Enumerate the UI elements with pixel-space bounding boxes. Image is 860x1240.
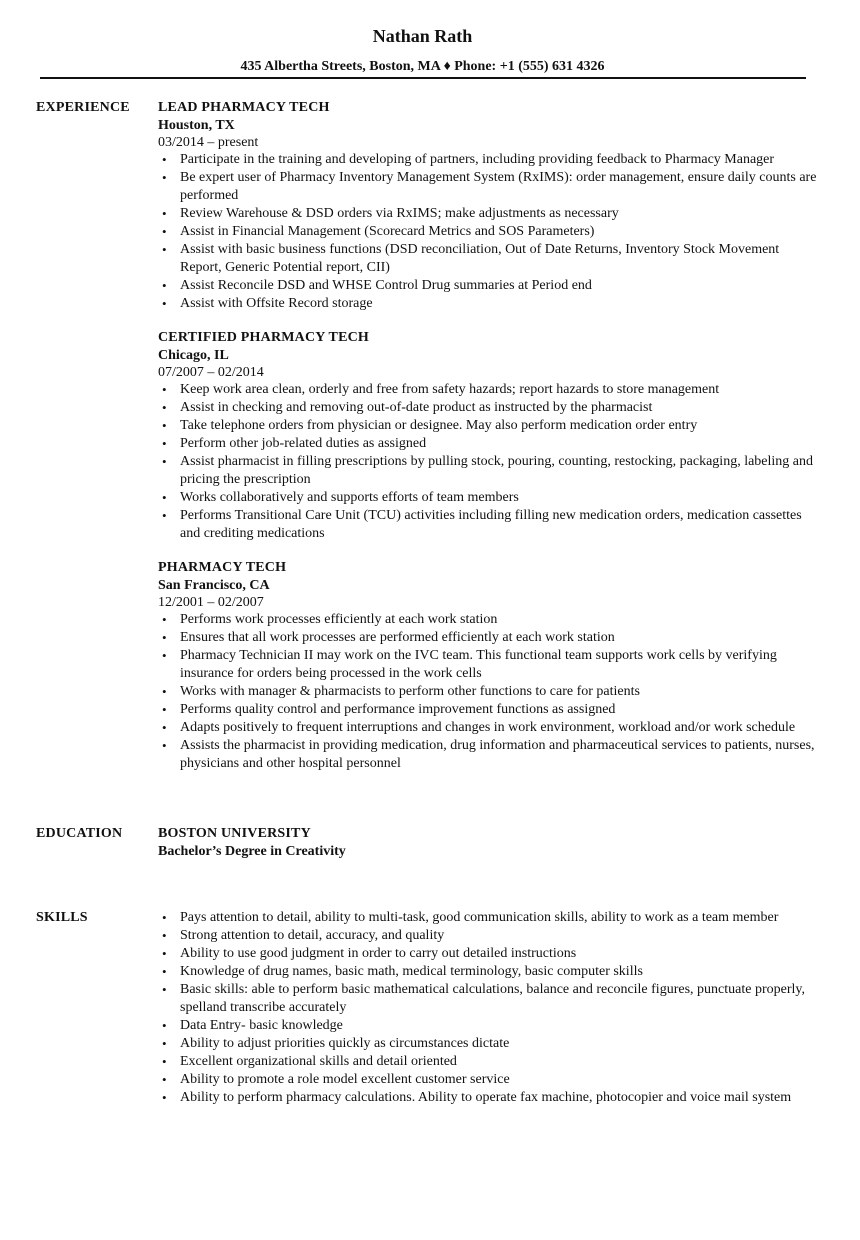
job-entry xyxy=(158,559,818,773)
education-body xyxy=(158,825,818,861)
job-entry xyxy=(158,329,818,543)
job-dates: 12/2001 – 02/2007 xyxy=(158,595,264,610)
skill-item: • Data Entry- basic knowledge xyxy=(158,1017,818,1035)
job-duties xyxy=(158,381,818,543)
duty-item: • Assist in Financial Management (Scorecard Metrics and SOS Parameters) xyxy=(158,223,818,241)
section-label-skills: SKILLS xyxy=(36,910,88,925)
degree-name: Bachelor’s Degree in Creativity xyxy=(158,844,346,859)
duty-item: • Works with manager & pharmacists to perform other functions to care for patients xyxy=(158,683,818,701)
job-dates: 07/2007 – 02/2014 xyxy=(158,365,264,380)
skill-item: • Basic skills: able to perform basic mathematical calculations, balance and reconcile figures, punctuate properly, spelland transcribe accurately xyxy=(158,981,818,1017)
job-title: CERTIFIED PHARMACY TECH xyxy=(158,330,370,345)
duty-item: • Review Warehouse & DSD orders via RxIMS; make adjustments as necessary xyxy=(158,205,818,223)
duty-item: • Be expert user of Pharmacy Inventory Management System (RxIMS): order management, ensure daily counts are performed xyxy=(158,169,818,205)
skills-list xyxy=(158,909,818,1107)
job-entry xyxy=(158,99,818,313)
candidate-name: Nathan Rath xyxy=(372,26,473,46)
skills-body xyxy=(158,909,818,1107)
duty-item: • Assist with basic business functions (DSD reconciliation, Out of Date Returns, Inventory Stock Movement Report, Generic Potential report, CII) xyxy=(158,241,818,277)
job-location: Houston, TX xyxy=(158,118,235,133)
duty-item: • Keep work area clean, orderly and free from safety hazards; report hazards to store management xyxy=(158,381,818,399)
job-title: LEAD PHARMACY TECH xyxy=(158,100,330,115)
job-duties xyxy=(158,151,818,313)
job-location: San Francisco, CA xyxy=(158,578,270,593)
contact-line: 435 Albertha Streets, Boston, MA ♦ Phone: +1 (555) 631 4326 xyxy=(240,59,605,74)
duty-item: • Assist pharmacist in filling prescriptions by pulling stock, pouring, counting, restocking, packaging, labeling and pricing the prescription xyxy=(158,453,818,489)
duty-item: • Perform other job-related duties as assigned xyxy=(158,435,818,453)
duty-item: • Performs quality control and performance improvement functions as assigned xyxy=(158,701,818,719)
section-label-education: EDUCATION xyxy=(36,826,123,841)
skill-item: • Pays attention to detail, ability to multi-task, good communication skills, ability to work as a team member xyxy=(158,909,818,927)
duty-item: • Take telephone orders from physician or designee. May also perform medication order entry xyxy=(158,417,818,435)
skill-item: • Ability to perform pharmacy calculations. Ability to operate fax machine, photocopier and voice mail system xyxy=(158,1089,818,1107)
duty-item: • Performs Transitional Care Unit (TCU) activities including filling new medication orders, medication cassettes and crediting medications xyxy=(158,507,818,543)
job-location: Chicago, IL xyxy=(158,348,229,363)
duty-item: • Adapts positively to frequent interruptions and changes in work environment, workload and/or work schedule xyxy=(158,719,818,737)
job-title: PHARMACY TECH xyxy=(158,560,287,575)
duty-item: • Assist Reconcile DSD and WHSE Control Drug summaries at Period end xyxy=(158,277,818,295)
skill-item: • Ability to adjust priorities quickly as circumstances dictate xyxy=(158,1035,818,1053)
duty-item: • Assist with Offsite Record storage xyxy=(158,295,818,313)
section-label-experience: EXPERIENCE xyxy=(36,100,130,115)
duty-item: • Works collaboratively and supports efforts of team members xyxy=(158,489,818,507)
header-divider xyxy=(40,77,806,79)
job-duties xyxy=(158,611,818,773)
duty-item: • Participate in the training and developing of partners, including providing feedback to Pharmacy Manager xyxy=(158,151,818,169)
skill-item: • Strong attention to detail, accuracy, and quality xyxy=(158,927,818,945)
duty-item: • Pharmacy Technician II may work on the IVC team. This functional team supports work cells by verifying insurance for orders being processed in the work cells xyxy=(158,647,818,683)
duty-item: • Performs work processes efficiently at each work station xyxy=(158,611,818,629)
school-name: BOSTON UNIVERSITY xyxy=(158,826,311,841)
skill-item: • Ability to use good judgment in order to carry out detailed instructions xyxy=(158,945,818,963)
duty-item: • Assists the pharmacist in providing medication, drug information and pharmaceutical services to patients, nurses, physicians and other hospital personnel xyxy=(158,737,818,773)
skill-item: • Ability to promote a role model excellent customer service xyxy=(158,1071,818,1089)
experience-jobs xyxy=(158,99,818,789)
duty-item: • Ensures that all work processes are performed efficiently at each work station xyxy=(158,629,818,647)
skill-item: • Knowledge of drug names, basic math, medical terminology, basic computer skills xyxy=(158,963,818,981)
job-dates: 03/2014 – present xyxy=(158,135,259,150)
duty-item: • Assist in checking and removing out-of-date product as instructed by the pharmacist xyxy=(158,399,818,417)
skill-item: • Excellent organizational skills and detail oriented xyxy=(158,1053,818,1071)
